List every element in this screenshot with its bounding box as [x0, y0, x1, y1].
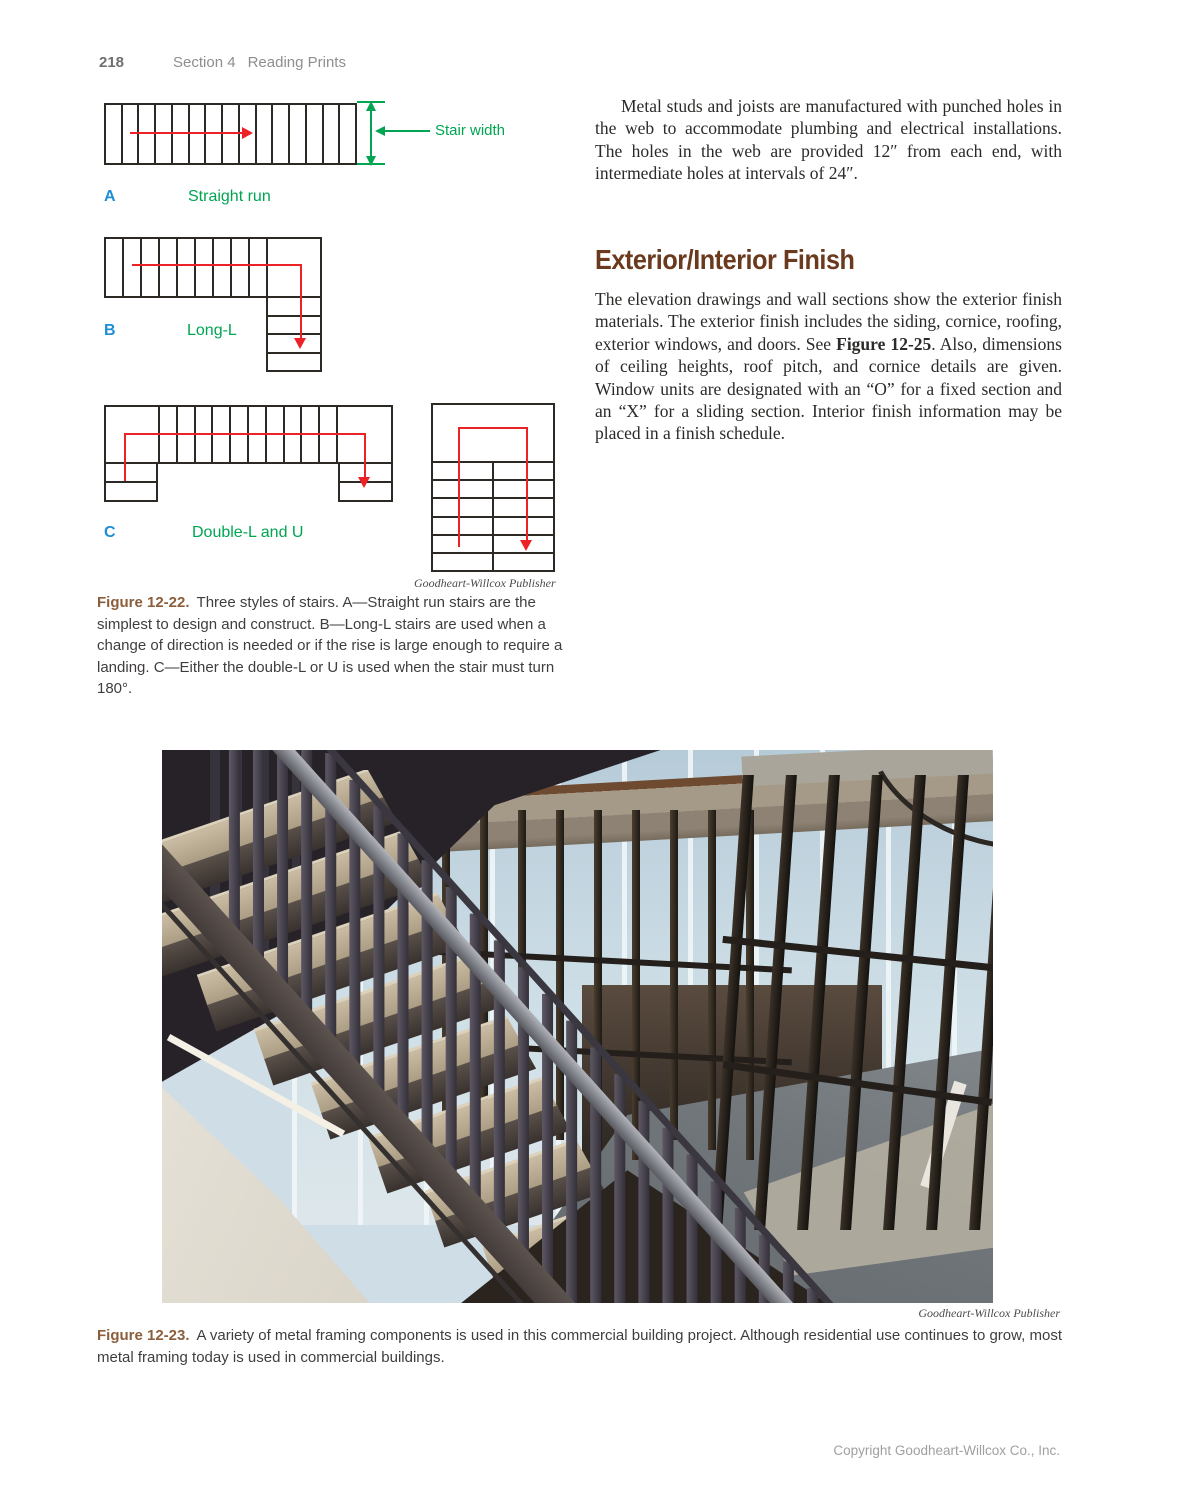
section-label: Section 4 — [173, 54, 236, 71]
tread-cell — [494, 518, 553, 534]
tread-cell — [160, 239, 178, 296]
baluster — [638, 1101, 649, 1303]
tread-row — [268, 315, 320, 334]
stair-u-direction-line — [458, 427, 528, 429]
diagram-a-name: Straight run — [188, 188, 271, 205]
tread-cell — [196, 239, 214, 296]
paragraph-part: The elevation drawings and wall sections show the exterior finish materials. The exterior finish includes the siding, cornice, roofing, exterior windows, and doors. See — [595, 289, 1062, 354]
dim-tick — [357, 101, 385, 103]
tread-row — [268, 298, 320, 315]
stair-a-diagram — [104, 103, 357, 165]
baluster — [687, 1154, 698, 1303]
metal-stud — [797, 775, 840, 1230]
tread-cell — [290, 105, 307, 163]
baluster — [662, 1128, 673, 1303]
stair-b-lower-run — [266, 296, 322, 372]
tread-cell — [433, 481, 494, 497]
metal-stud — [969, 775, 993, 1230]
paragraph-metal-studs: Metal studs and joists are manufactured with punched holes in the web to accommodate plumbing and electrical installations. The holes in the web are provided 12″ from each end, with intermediate holes at intervals of 24″. — [595, 96, 1062, 184]
figure-12-22-label: Figure 12-22. — [97, 594, 190, 611]
tread-cell — [433, 554, 494, 570]
diagram-c-name: Double-L and U — [192, 524, 304, 541]
page-number: 218 — [99, 54, 125, 71]
tread-cell — [190, 105, 207, 163]
arrow-down-icon — [520, 540, 532, 551]
tread-row — [433, 516, 553, 534]
tread-row — [433, 534, 553, 552]
stair-b-landing — [266, 237, 322, 298]
tread-cell — [223, 105, 240, 163]
figure-12-23-caption — [97, 1325, 1063, 1368]
tread-cell — [142, 239, 160, 296]
arrow-down-icon — [358, 477, 370, 488]
stair-u-structure — [433, 405, 553, 570]
tread-cell — [206, 105, 223, 163]
tread-cell — [494, 499, 553, 515]
tread-row — [433, 479, 553, 497]
figure-12-23-text: A variety of metal framing components is used in this commercial building project. Although residential use continues to grow, most metal framing today is used in commercial buildings. — [97, 1327, 1062, 1366]
tread-cell — [123, 105, 140, 163]
metal-stud — [754, 775, 797, 1230]
metal-stud — [840, 775, 883, 1230]
stair-width-label: Stair width — [435, 122, 506, 139]
stair-c-left-rows — [106, 464, 156, 500]
tread-cell — [433, 499, 494, 515]
metal-stud — [708, 810, 716, 1150]
figure-12-23-credit: Goodheart-Willcox Publisher — [918, 1306, 1060, 1320]
page-header — [99, 54, 346, 71]
stair-c-direction-line — [124, 433, 366, 435]
baluster — [253, 750, 264, 973]
figure-12-22-caption — [97, 592, 569, 700]
stair-u-direction-line — [526, 427, 528, 542]
stair-b-direction-line — [132, 264, 302, 266]
tread-row — [268, 352, 320, 371]
arrow-right-icon — [242, 127, 253, 139]
stair-b-direction-line — [300, 264, 302, 338]
section-heading — [595, 244, 883, 276]
paragraph-part: . Also, dimensions of ceiling heights, roof pitch, and cornice details are given. Window units are designated with an “O” for a fixed section and an “X” for a sliding section. Interior finish information may be placed in a finish schedule. — [595, 333, 1062, 444]
tread-cell — [106, 239, 124, 296]
tread-cell — [494, 481, 553, 497]
stair-u-rows — [433, 461, 553, 570]
tread-cell — [156, 105, 173, 163]
stair-u-direction-line — [458, 427, 460, 547]
stair-c-direction-line — [364, 433, 366, 479]
stair-c-left-lower — [104, 462, 158, 502]
stair-u-landing — [433, 405, 553, 461]
tread-cell — [178, 239, 196, 296]
figure-12-22-credit: Goodheart-Willcox Publisher — [414, 576, 556, 590]
tread-cell — [307, 105, 324, 163]
tread-cell — [139, 105, 156, 163]
tread-cell — [106, 105, 123, 163]
diagram-b-name: Long-L — [187, 322, 237, 339]
stair-b-treads — [106, 239, 266, 296]
diagram-b-letter: B — [104, 322, 116, 339]
tread-cell — [433, 463, 494, 479]
tread-cell — [273, 105, 290, 163]
tread-cell — [494, 463, 553, 479]
tread-row — [433, 552, 553, 570]
tread-cell — [173, 105, 190, 163]
copyright-footer: Copyright Goodheart-Willcox Co., Inc. — [833, 1443, 1060, 1458]
section-heading-text: Exterior/Interior Finish — [595, 244, 855, 275]
tread-cell — [232, 239, 250, 296]
leader-line — [384, 130, 430, 132]
metal-stud — [883, 775, 926, 1230]
figure-12-25-reference: Figure 12-25 — [836, 333, 932, 354]
tread-row — [106, 481, 156, 500]
baluster — [277, 750, 288, 1000]
metal-stud — [670, 810, 678, 1140]
arrow-down-icon — [294, 338, 306, 349]
diagram-a-letter: A — [104, 188, 116, 205]
metal-stud — [926, 775, 969, 1230]
tread-cell — [340, 105, 355, 163]
tread-row — [433, 497, 553, 515]
dim-tick — [357, 163, 385, 165]
tread-row — [106, 464, 156, 481]
stair-b-run — [104, 237, 268, 298]
stair-b-lower-rows — [268, 298, 320, 370]
studs-right — [727, 775, 993, 1230]
tread-cell — [124, 239, 142, 296]
tread-cell — [257, 105, 274, 163]
dim-line — [370, 109, 372, 158]
tread-cell — [324, 105, 341, 163]
tread-cell — [433, 518, 494, 534]
stair-a-treads — [106, 105, 355, 163]
stair-a-direction-line — [130, 132, 242, 134]
paragraph-exterior-finish — [595, 288, 1062, 445]
photo-figure — [162, 750, 993, 1303]
stair-c-direction-line — [124, 433, 126, 481]
figure-12-23-label: Figure 12-23. — [97, 1327, 190, 1344]
tread-cell — [433, 536, 494, 552]
tread-cell — [214, 239, 232, 296]
tread-cell — [494, 554, 553, 570]
tread-row — [433, 461, 553, 479]
diagram-c-letter: C — [104, 524, 116, 541]
baluster — [229, 750, 240, 946]
section-title: Reading Prints — [247, 54, 346, 71]
tread-cell — [250, 239, 266, 296]
figure-12-22-text: Three styles of stairs. A—Straight run stairs are the simplest to design and construct. B—Long-L stairs are used when a change of direction is needed or if the rise is large enough to require a landing. C—Either the double-L or U is used when the stair must turn 180°. — [97, 594, 563, 697]
